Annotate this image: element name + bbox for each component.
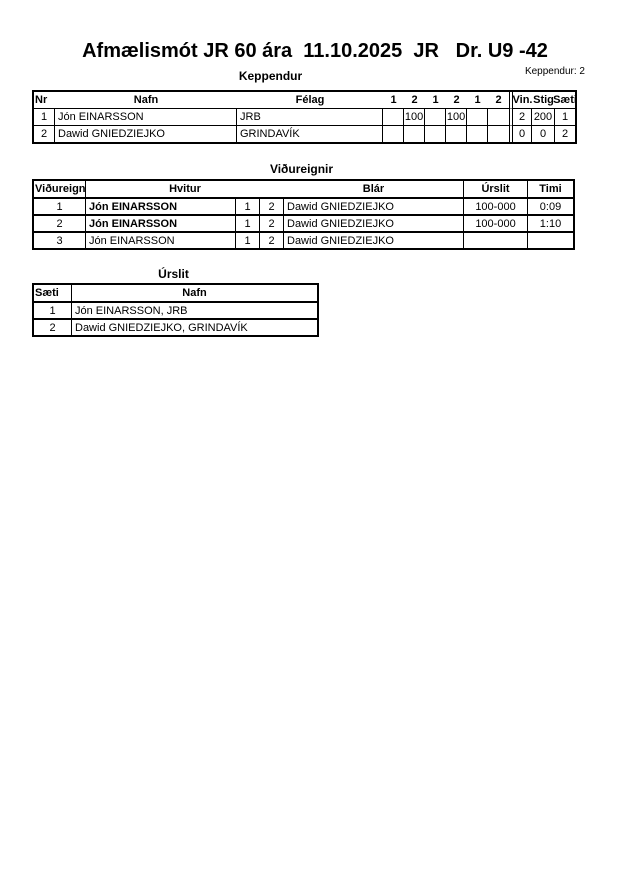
cell-score [488,125,509,142]
header-score-5: 1 [474,94,481,106]
cell-match-nr: 2 [34,214,86,231]
header-saeti: Sæti [553,94,577,106]
cell-saeti: 2 [34,318,72,335]
cell-score: 100 [446,108,467,125]
cell-vin: 2 [509,108,532,125]
cell-score [467,108,488,125]
header-stig: Stig [533,94,554,106]
cell-felag: JRB [237,108,383,125]
cell-stig: 0 [532,125,555,142]
header-score-4: 2 [453,94,460,106]
header-vin: Vin. [509,92,532,108]
cell-timi: 1:10 [528,214,573,231]
cell-saeti: 1 [555,108,575,125]
cell-nr: 1 [34,108,55,125]
cell-match-nr: 3 [34,231,86,248]
cell-blar-name: Dawid GNIEDZIEJKO [284,231,464,248]
cell-score-hvitur: 1 [236,214,260,231]
header-nafn: Nafn [182,287,207,299]
cell-score-blar: 2 [260,197,284,214]
section-title-vidureignir: Viðureignir [269,162,334,176]
header-score-3: 1 [432,94,439,106]
competitors-count: Keppendur: 2 [524,66,585,77]
keppendur-table [32,90,577,144]
cell-score-hvitur: 1 [236,231,260,248]
cell-score-blar: 2 [260,214,284,231]
cell-hvitur-name: Jón EINARSSON [86,231,236,248]
cell-hvitur-name: Jón EINARSSON [86,197,236,214]
cell-saeti: 1 [34,301,72,318]
header-felag: Félag [295,94,325,106]
tournament-title: Afmælismót JR 60 ára 11.10.2025 JR Dr. U9 -42 [82,40,548,62]
cell-score [488,108,509,125]
section-title-keppendur: Keppendur [238,69,303,83]
header-hvitur: Hvitur [169,183,201,195]
cell-score [425,125,446,142]
urslit-table [32,283,319,337]
cell-score [383,108,404,125]
header-blar: Blár [284,181,464,197]
cell-nafn: Dawid GNIEDZIEJKO, GRINDAVÍK [72,318,317,335]
vidureignir-table [32,179,575,250]
cell-urslit: 100-000 [464,214,528,231]
cell-match-nr: 1 [34,197,86,214]
cell-urslit [464,231,528,248]
cell-blar-name: Dawid GNIEDZIEJKO [284,197,464,214]
cell-nafn: Dawid GNIEDZIEJKO [55,125,237,142]
cell-nafn: Jón EINARSSON [55,108,237,125]
header-nafn: Nafn [133,94,159,106]
cell-score [404,125,425,142]
cell-nr: 2 [34,125,55,142]
header-timi: Timi [539,183,562,195]
cell-timi: 0:09 [528,197,573,214]
section-title-urslit: Úrslit [158,267,189,281]
cell-nafn: Jón EINARSSON, JRB [72,301,317,318]
cell-felag: GRINDAVÍK [237,125,383,142]
cell-score-blar: 2 [260,231,284,248]
cell-saeti: 2 [555,125,575,142]
cell-urslit: 100-000 [464,197,528,214]
cell-score [446,125,467,142]
header-score-1: 1 [390,94,397,106]
cell-blar-name: Dawid GNIEDZIEJKO [284,214,464,231]
cell-timi [528,231,573,248]
cell-score [425,108,446,125]
cell-score [383,125,404,142]
cell-hvitur-name: Jón EINARSSON [86,214,236,231]
header-saeti: Sæti [34,285,72,301]
cell-stig: 200 [532,108,555,125]
cell-score: 100 [404,108,425,125]
header-score-2: 2 [411,94,418,106]
header-nr: Nr [35,94,48,106]
header-vidureign: Viðureign [35,183,86,195]
cell-score-hvitur: 1 [236,197,260,214]
header-urslit: Úrslit [464,181,528,197]
cell-vin: 0 [509,125,532,142]
header-score-6: 2 [495,94,502,106]
cell-score [467,125,488,142]
